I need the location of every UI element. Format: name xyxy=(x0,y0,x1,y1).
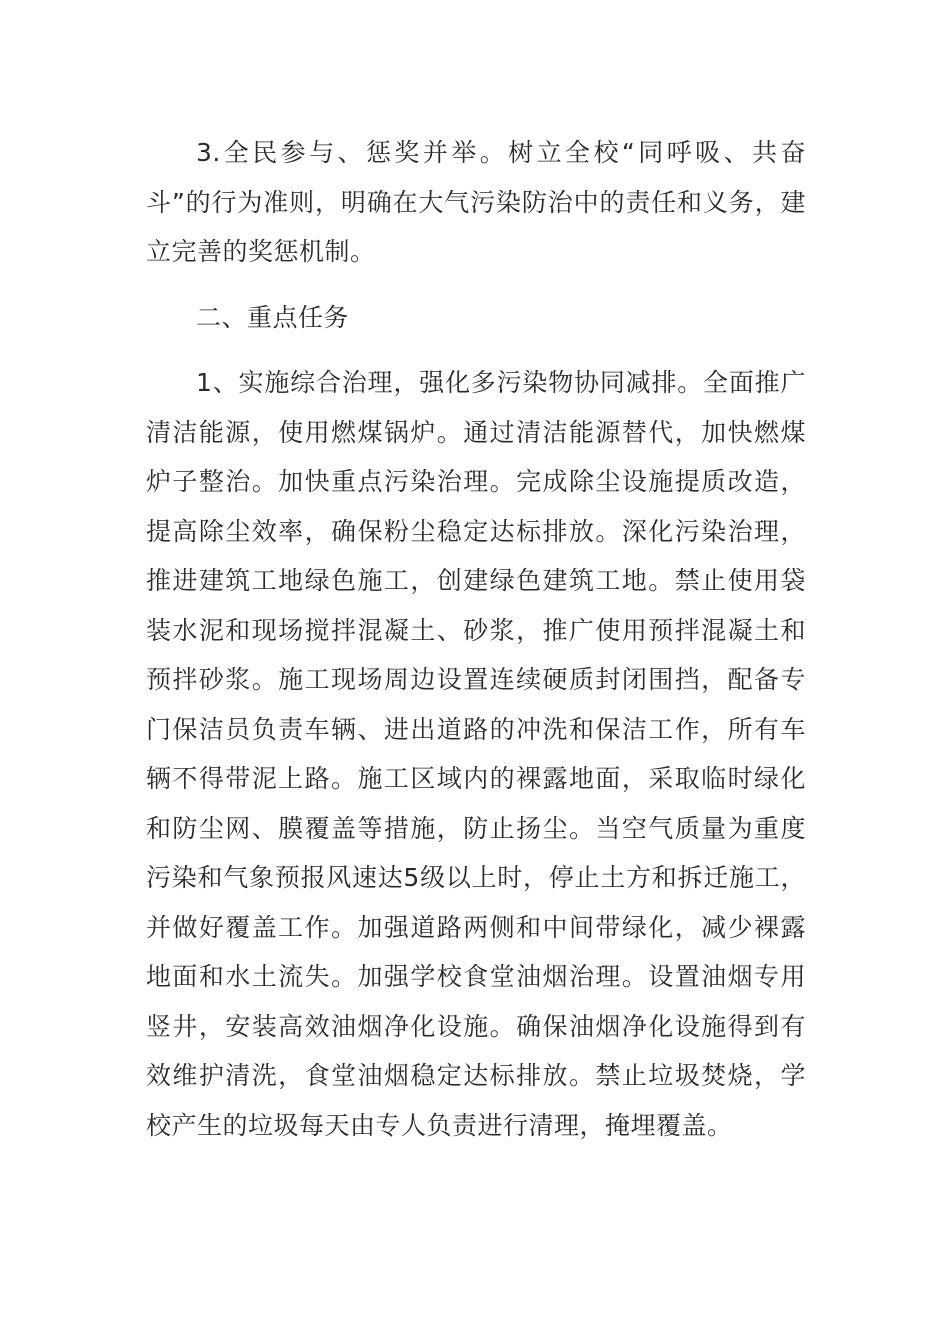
section-heading-key-tasks: 二、重点任务 xyxy=(196,302,350,332)
paragraph-principle-3: 3.全民参与、惩奖并举。树立全校“同呼吸、共奋斗”的行为准则，明确在大气污染防治中的责任和义务，建立完善的奖惩机制。 xyxy=(146,138,806,266)
paragraph-task-1: 1、实施综合治理，强化多污染物协同减排。全面推广清洁能源，使用燃煤锅炉。通过清洁能源替代，加快燃煤炉子整治。加快重点污染治理。完成除尘设施提质改造，提高除尘效率，确保粉尘稳定达标排放。深化污染治理，推进建筑工地绿色施工，创建绿色建筑工地。禁止使用袋装水泥和现场搅拌混凝土、砂浆，推广使用预拌混凝土和预拌砂浆。施工现场周边设置连续硬质封闭围挡，配备专门保洁员负责车辆、进出道路的冲洗和保洁工作，所有车辆不得带泥上路。施工区域内的裸露地面，采取临时绿化和防尘网、膜覆盖等措施，防止扬尘。当空气质量为重度污染和气象预报风速达5级以上时，停止土方和拆迁施工，并做好覆盖工作。加强道路两侧和中间带绿化，减少裸露地面和水土流失。加强学校食堂油烟治理。设置油烟专用竖井，安装高效油烟净化设施。确保油烟净化设施得到有效维护清洗，食堂油烟稳定达标排放。禁止垃圾焚烧，学校产生的垃圾每天由专人负责进行清理，掩埋覆盖。 xyxy=(146,368,806,1140)
document-body xyxy=(146,128,806,1150)
